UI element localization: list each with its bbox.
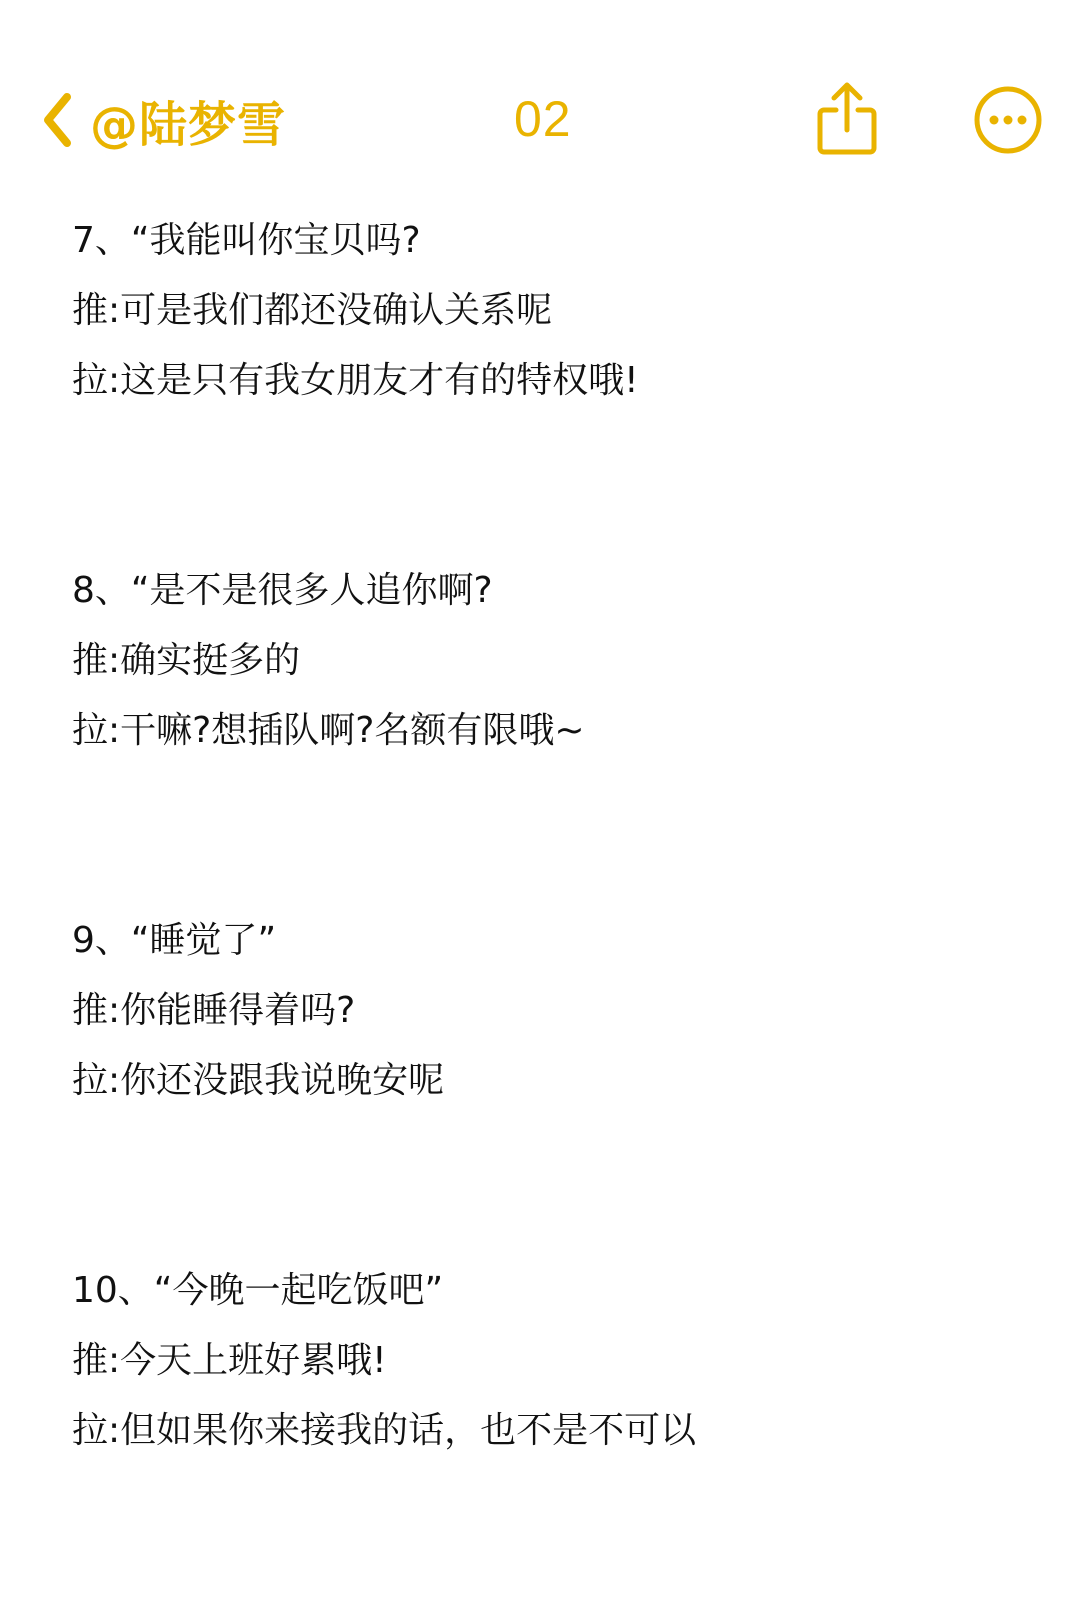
question-line: 8、“是不是很多人追你啊? [72, 570, 493, 611]
question-line: 7、“我能叫你宝贝吗? [72, 220, 421, 261]
note-content [72, 206, 1032, 1606]
more-button[interactable] [972, 84, 1044, 156]
dialogue-section [72, 556, 1032, 766]
back-button[interactable] [36, 86, 286, 154]
push-response-line: 推:你能睡得着吗? [72, 990, 356, 1031]
more-horizontal-icon [972, 84, 1044, 156]
back-label: @陆梦雪 [90, 96, 287, 153]
pull-response-line: 拉:你还没跟我说晚安呢 [72, 1060, 445, 1101]
pull-response-line: 拉:这是只有我女朋友才有的特权哦! [72, 360, 639, 401]
dialogue-section [72, 906, 1032, 1116]
push-response-line: 推:今天上班好累哦! [72, 1340, 387, 1381]
push-response-line: 推:确实挺多的 [72, 640, 301, 681]
pull-response-line: 拉:干嘛?想插队啊?名额有限哦~ [72, 710, 585, 751]
page-number: 02 [514, 91, 572, 147]
dialogue-section [72, 206, 1032, 416]
dialogue-section [72, 1256, 1032, 1466]
pull-response-line: 拉:但如果你来接我的话，也不是不可以 [72, 1410, 697, 1451]
navigation-bar [0, 70, 1080, 170]
share-icon [812, 78, 882, 158]
push-response-line: 推:可是我们都还没确认关系呢 [72, 290, 553, 331]
share-button[interactable] [812, 78, 882, 158]
chevron-left-icon [36, 89, 78, 151]
question-line: 9、“睡觉了” [72, 920, 277, 961]
question-line: 10、“今晚一起吃饭吧” [72, 1270, 444, 1311]
